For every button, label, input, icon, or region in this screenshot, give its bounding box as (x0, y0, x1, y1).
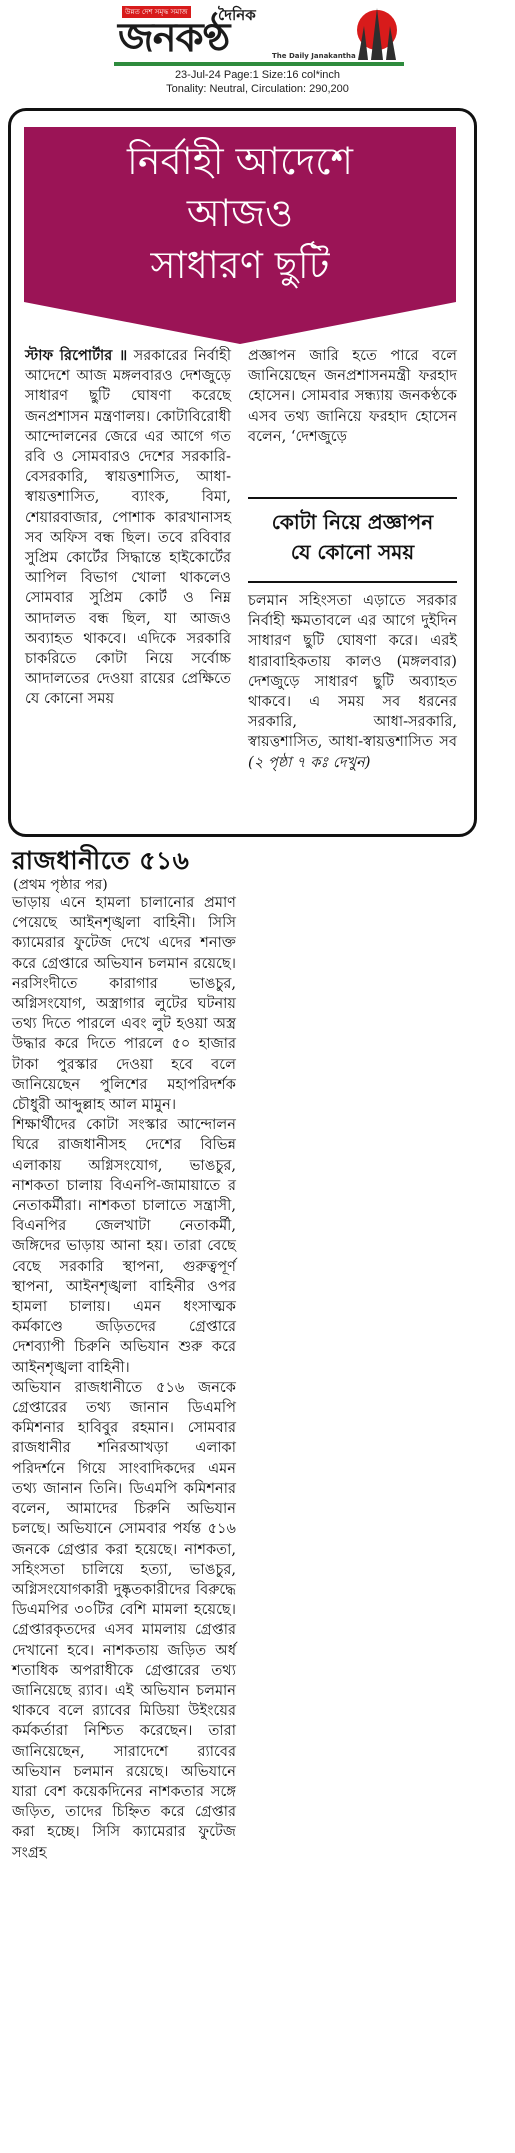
subhead-line-1: কোটা নিয়ে প্রজ্ঞাপন (271, 510, 434, 534)
logo-tagline: উন্নত দেশ সমৃদ্ধ সমাজ (122, 6, 191, 18)
headline-line-1: নির্বাহী আদেশে (127, 139, 353, 183)
headline (24, 135, 456, 291)
headline-banner (24, 127, 456, 344)
continued-subtitle: (প্রথম পৃষ্ঠার পর) (13, 877, 108, 893)
continued-paragraph: ভাড়ায় এনে হামলা চালানোর প্রমাণ পেয়েছে আইনশৃঙ্খলা বাহিনী। সিসি ক্যামেরার ফুটেজ দেখে এদের শনাক্ত করে গ্রেপ্তারে অভিযান চলমান রয়েছে। নরসিংদীতে কারাগার ভাঙচুর, অগ্নিসংযোগ, অস্ত্রাগার লুটের ঘটনায় তথ্য দিতে পারলে এবং লুট হওয়া অস্ত্র উদ্ধার করে দিতে পারলে ৫০ হাজার টাকা পুরস্কার দেওয়া হবে বলে জানিয়েছেন পুলিশের মহাপরিদর্শক চৌধুরী আব্দুল্লাহ আল মামুন। (12, 894, 236, 1114)
logo-underline (114, 62, 404, 66)
newspaper-logo (114, 4, 404, 66)
lead-column-right-bottom-text: চলমান সহিংসতা এড়াতে সরকার নির্বাহী ক্ষমতাবলে এর আগে দুইদিন সাধারণ ছুটি ঘোষণা করে। এরই ধারাবাহিকতায় কালও (মঙ্গলবার) দেশজুড়ে সাধারণ ছুটি অব্যাহত থাকবে। এ সময় সব ধরনের সরকারি, আধা-সরকারি, স্বায়ত্তশাসিত, আধা-স্বায়ত্তশাসিত সব (248, 592, 457, 751)
continued-body (12, 893, 236, 1863)
subhead (248, 507, 457, 567)
logo-dainik: দৈনিক (218, 6, 256, 24)
lead-column-right-bottom (248, 591, 457, 773)
continued-paragraph: শিক্ষার্থীদের কোটা সংস্কার আন্দোলন ঘিরে রাজধানীসহ দেশের বিভিন্ন এলাকায় অগ্নিসংযোগ, ভাঙচুর, নাশকতা চালায় বিএনপি-জামায়াতে র নেতাকর্মীরা। নাশকতা চালাতে সন্ত্রাসী, বিএনপির জেলখাটা নেতাকর্মী, জঙ্গিদের ভাড়ায় আনা হয়। তারা বেছে বেছে সরকারি স্থাপনা, গুরুত্বপূর্ণ স্থাপনা, আইনশৃঙ্খলা বাহিনীর ওপর হামলা চালায়। এমন ধংসাত্মক কর্মকাণ্ডে জড়িতদের গ্রেপ্তারে দেশব্যাপী চিরুনি অভিযান শুরু করে আইনশৃঙ্খলা বাহিনী। (12, 1116, 236, 1376)
logo-name: জনকণ্ঠ (118, 14, 230, 61)
clip-meta-date: 23-Jul-24 Page:1 Size:16 col*inch (174, 69, 341, 81)
lead-column-left-text: সরকারের নির্বাহী আদেশে আজ মঙ্গলবারও দেশজুড়ে সাধারণ ছুটি ঘোষণা করেছে জনপ্রশাসন মন্ত্রণালয়। কোটাবিরোধী আন্দোলনের জেরে এর আগে গত রবি ও সোমবারও দেশের সরকারি-বেসরকারি, স্বায়ত্তশাসিত, আধা-স্বায়ত্তশাসিত, ব্যাংক, বিমা, শেয়ারবাজার, পোশাক কারখানাসহ সব অফিস বন্ধ ছিল। তবে রবিবার সুপ্রিম কোর্টের সিদ্ধান্তে হাইকোর্টের আপিল বিভাগ খোলা থাকলেও সোমবার সুপ্রিম কোর্ট ও নিম্ন আদালত বন্ধ ছিল, যা আজও অব্যাহত থাকবে। এদিকে সরকারি চাকরিতে কোটা নিয়ে সর্বোচ্চ আদালতের দেওয়া রায়ের প্রেক্ষিতে যে কোনো সময় (25, 347, 231, 708)
lead-column-right-top: প্রজ্ঞাপন জারি হতে পারে বলে জানিয়েছেন জনপ্রশাসনমন্ত্রী ফরহাদ হোসেন। সোমবার সন্ধ্যায় জনকণ্ঠকে এসব তথ্য জানিয়ে ফরহাদ হোসেন বলেন, ‘দেশজুড়ে (248, 347, 457, 445)
lead-column-left (25, 346, 231, 710)
byline: স্টাফ রিপোর্টার ॥ (25, 347, 128, 364)
headline-line-3: সাধারণ ছুটি (150, 243, 330, 287)
sun-monument-icon (350, 4, 404, 62)
logo-english-name: The Daily Janakantha (272, 52, 356, 60)
clip-meta-tonality: Tonality: Neutral, Circulation: 290,200 (166, 83, 349, 95)
continued-title: রাজধানীতে ৫১৬ (12, 846, 190, 875)
headline-line-2: আজও (186, 191, 294, 235)
subhead-line-2: যে কোনো সময় (290, 540, 415, 564)
subhead-box (248, 497, 457, 583)
continued-paragraph: অভিযান রাজধানীতে ৫১৬ জনকে গ্রেপ্তারের তথ্য জানান ডিএমপি কমিশনার হাবিবুর রহমান। সোমবার রাজধানীর শনিরআখড়া এলাকা পরিদর্শনে গিয়ে সাংবাদিকদের এমন তথ্য জানান তিনি। ডিএমপি কমিশনার বলেন, আমাদের চিরুনি অভিযান চলছে। অভিযানে সোমবার পর্যন্ত ৫১৬ জনকে গ্রেপ্তার করা হয়েছে। নাশকতা, সহিংসতা চালিয়ে হত্যা, ভাঙচুর, অগ্নিসংযোগকারী দুষ্কৃতকারীদের বিরুদ্ধে ডিএমপির ৩০টির বেশি মামলা হয়েছে। গ্রেপ্তারকৃতদের এসব মামলায় গ্রেপ্তার দেখানো হবে। নাশকতায় জড়িত অর্ধ শতাধিক অপরাধীকে গ্রেপ্তারের তথ্য জানিয়েছে র‍্যাব। এই অভিযান চলমান থাকবে বলে র‍্যাবের মিডিয়া উইংয়ের কর্মকর্তারা নিশ্চিত করেছেন। তারা জানিয়েছেন, সারাদেশে র‍্যাবের অভিযান চলমান রয়েছে। অভিযানে যারা বেশ কয়েকদিনের নাশকতার সঙ্গে জড়িত, তাদের চিহ্নিত করে গ্রেপ্তার করা হচ্ছে। সিসি ক্যামেরার ফুটেজ সংগ্রহ (12, 1378, 236, 1861)
continuation-note: (২ পৃষ্ঠা ৭ কঃ দেখুন) (248, 753, 371, 771)
masthead (0, 0, 515, 100)
